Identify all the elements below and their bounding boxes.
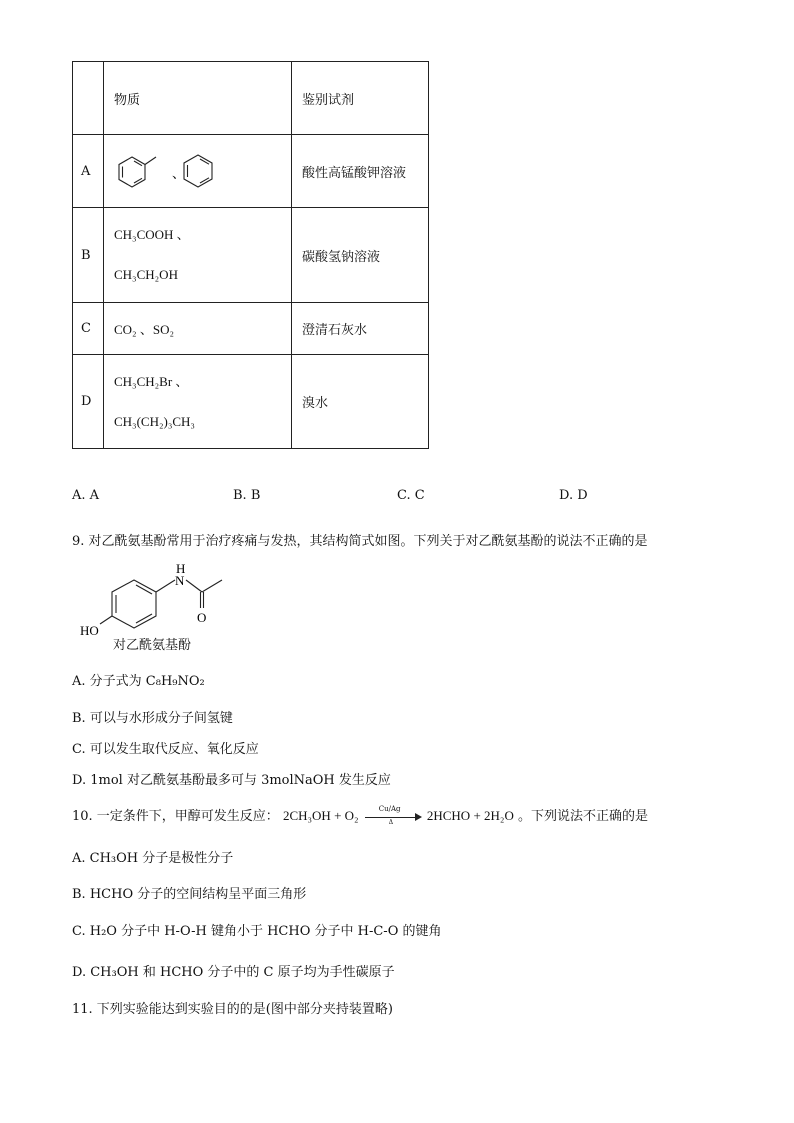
reagent-cell: 酸性高锰酸钾溶液 xyxy=(292,135,429,208)
q10-option-b: B. HCHO 分子的空间结构呈平面三角形 xyxy=(72,887,307,902)
q9-option-a: A. 分子式为 C₈H₉NO₂ xyxy=(72,674,205,689)
substance-line: CH₃(CH₂)₃CH₃ xyxy=(114,413,195,429)
reagent-cell: 碳酸氢钠溶液 xyxy=(292,208,429,303)
separator-comma: 、 xyxy=(172,166,186,181)
table-row-b xyxy=(73,208,429,303)
q10-equation-right: 2HCHO + 2H₂O xyxy=(426,808,514,823)
table-header-row xyxy=(73,62,429,135)
table-row-a xyxy=(73,135,429,208)
q10-option-a: A. CH₃OH 分子是极性分子 xyxy=(72,851,234,866)
q10-stem-suffix: 。下列说法不正确的是 xyxy=(517,809,648,824)
toluene-and-benzene-structures xyxy=(114,146,234,196)
q11-stem: 11. 下列实验能达到实验目的的是(图中部分夹持装置略) xyxy=(72,1002,393,1017)
q10-option-c: C. H₂O 分子中 H-O-H 键角小于 HCHO 分子中 H-C-O 的键角 xyxy=(72,924,442,939)
q8-option-d: D. D xyxy=(559,488,588,503)
benzene-structure xyxy=(184,155,212,187)
q8-option-a: A. A xyxy=(72,488,100,503)
substance-line: CH₃CH₂Br 、 xyxy=(114,373,189,389)
q9-option-c: C. 可以发生取代反应、氧化反应 xyxy=(72,742,259,757)
row-label: C xyxy=(73,303,104,355)
q8-option-b: B. B xyxy=(233,488,261,503)
atom-n-label: N xyxy=(175,573,185,588)
header-cell-reagent: 鉴别试剂 xyxy=(292,62,429,135)
q9-stem: 9. 对乙酰氨基酚常用于治疗疼痛与发热，其结构简式如图。下列关于对乙酰氨基酚的说法不正确的是 xyxy=(72,534,648,549)
q10-stem-prefix: 10. 一定条件下，甲醇可发生反应： xyxy=(72,809,279,824)
arrow-head-icon xyxy=(415,813,422,821)
header-cell-empty xyxy=(73,62,104,135)
q9-structure-caption: 对乙酰氨基酚 xyxy=(113,638,192,653)
row-label: D xyxy=(73,355,104,449)
header-cell-substance: 物质 xyxy=(104,62,292,135)
q8-option-c: C. C xyxy=(397,488,425,503)
toluene-structure xyxy=(119,157,156,187)
row-label: B xyxy=(73,208,104,303)
reagent-cell: 溴水 xyxy=(292,355,429,449)
substance-cell: CO₂ 、SO₂ xyxy=(104,303,292,355)
table-row-d xyxy=(73,355,429,449)
row-label: A xyxy=(73,135,104,208)
substance-line: CH₃CH₂OH xyxy=(114,267,178,282)
atom-o-label: O xyxy=(197,610,207,625)
q10-option-d: D. CH₃OH 和 HCHO 分子中的 C 原子均为手性碳原子 xyxy=(72,965,395,980)
arrow-line xyxy=(365,817,417,818)
reagent-cell: 澄清石灰水 xyxy=(292,303,429,355)
reaction-arrow xyxy=(363,804,423,826)
substance-cell xyxy=(104,208,292,303)
heat-condition-label: Δ xyxy=(388,818,394,826)
substance-cell xyxy=(104,135,292,208)
atom-h-label: H xyxy=(176,561,186,576)
q9-option-b: B. 可以与水形成分子间氢键 xyxy=(72,711,233,726)
substance-line: CH₃COOH 、 xyxy=(114,227,190,242)
q10-stem xyxy=(72,805,648,824)
q8-table xyxy=(72,61,429,449)
substance-cell xyxy=(104,355,292,449)
q9-option-d: D. 1mol 对乙酰氨基酚最多可与 3molNaOH 发生反应 xyxy=(72,773,391,788)
atom-ho-label: HO xyxy=(80,623,99,638)
q10-equation-left: 2CH₃OH + O₂ xyxy=(282,808,359,823)
table-row-c xyxy=(73,303,429,355)
catalyst-label: Cu/Ag xyxy=(378,804,401,813)
